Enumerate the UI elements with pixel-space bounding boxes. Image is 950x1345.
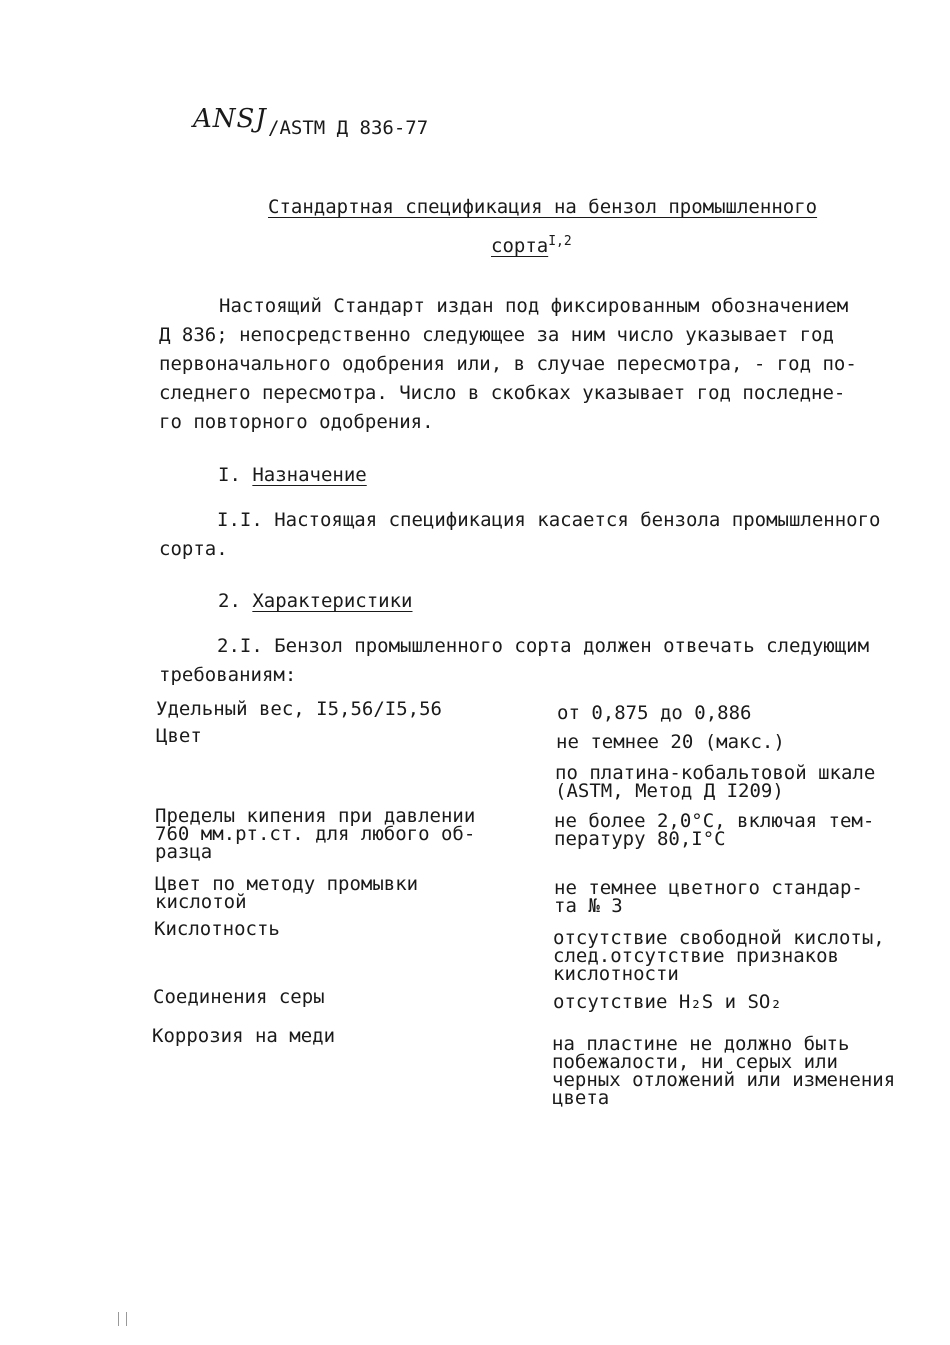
value-specific-gravity: от 0,875 до 0,886 (557, 702, 752, 724)
section-2-number: 2. (218, 590, 241, 612)
handwritten-annotation: ANSJ (193, 104, 267, 134)
section-1-number: I. (218, 464, 241, 486)
property-boiling-range: Пределы кипения при давлении 760 мм.рт.ст. для любого об- разца (155, 805, 476, 863)
intro-paragraph (159, 292, 857, 437)
scan-artifact-marks (116, 1312, 132, 1328)
document-title-line1: Стандартная спецификация на бензол промышленного (268, 196, 818, 218)
property-acid-wash-color: Цвет по методу промывки кислотой (155, 873, 419, 913)
section-1-paragraph (159, 506, 880, 564)
section-2-line: 2.I. Бензол промышленного сорта должен отвечать следующим (217, 635, 870, 657)
value-copper-corrosion: на пластине не должно быть побежалости, ни серых или черных отложений или изменения цвета (552, 1033, 896, 1109)
section-1-line: I.I. Настоящая спецификация касается бензола промышленного (217, 509, 881, 531)
value-acid-wash-color: не темнее цветного стандар- та № 3 (554, 877, 863, 917)
section-2-line: требованиям: (159, 664, 297, 686)
section-1-heading (218, 464, 367, 486)
section-2-title: Характеристики (252, 590, 413, 612)
property-color: Цвет (156, 725, 202, 747)
section-1-line: сорта. (159, 538, 228, 560)
value-color: не темнее 20 (макс.) (556, 731, 785, 753)
intro-line: следнего пересмотра. Число в скобках указывает год последне- (159, 382, 846, 404)
document-title-word: сорта (491, 235, 549, 257)
document-designation: /ASTM Д 836-77 (268, 117, 429, 139)
property-sulfur-compounds: Соединения серы (153, 986, 325, 1008)
section-2-paragraph (159, 632, 869, 690)
section-2-heading (218, 590, 413, 612)
value-color-scale: по платина-кобальтовой шкале (ASTM, Метод Д I209) (555, 762, 876, 802)
intro-line: Д 836; непосредственно следующее за ним число указывает год (159, 324, 834, 346)
intro-line: первоначального одобрения или, в случае пересмотра, - год по- (159, 353, 857, 375)
title-footnote-marker: I,2 (548, 234, 572, 249)
intro-line: Настоящий Стандарт издан под фиксированным обозначением (219, 295, 849, 317)
property-copper-corrosion: Коррозия на меди (152, 1025, 336, 1047)
section-1-title: Назначение (252, 464, 367, 486)
value-acidity: отсутствие свободной кислоты, след.отсутствие признаков кислотности (553, 927, 885, 985)
document-title-line2 (491, 234, 572, 257)
property-specific-gravity: Удельный вес, I5,56/I5,56 (156, 698, 442, 720)
value-sulfur-compounds: отсутствие H₂S и SO₂ (553, 991, 782, 1013)
value-boiling-range: не более 2,0°C, включая тем- пературу 80,I°C (554, 810, 875, 850)
property-acidity: Кислотность (154, 918, 280, 940)
intro-line: го повторного одобрения. (159, 411, 434, 433)
